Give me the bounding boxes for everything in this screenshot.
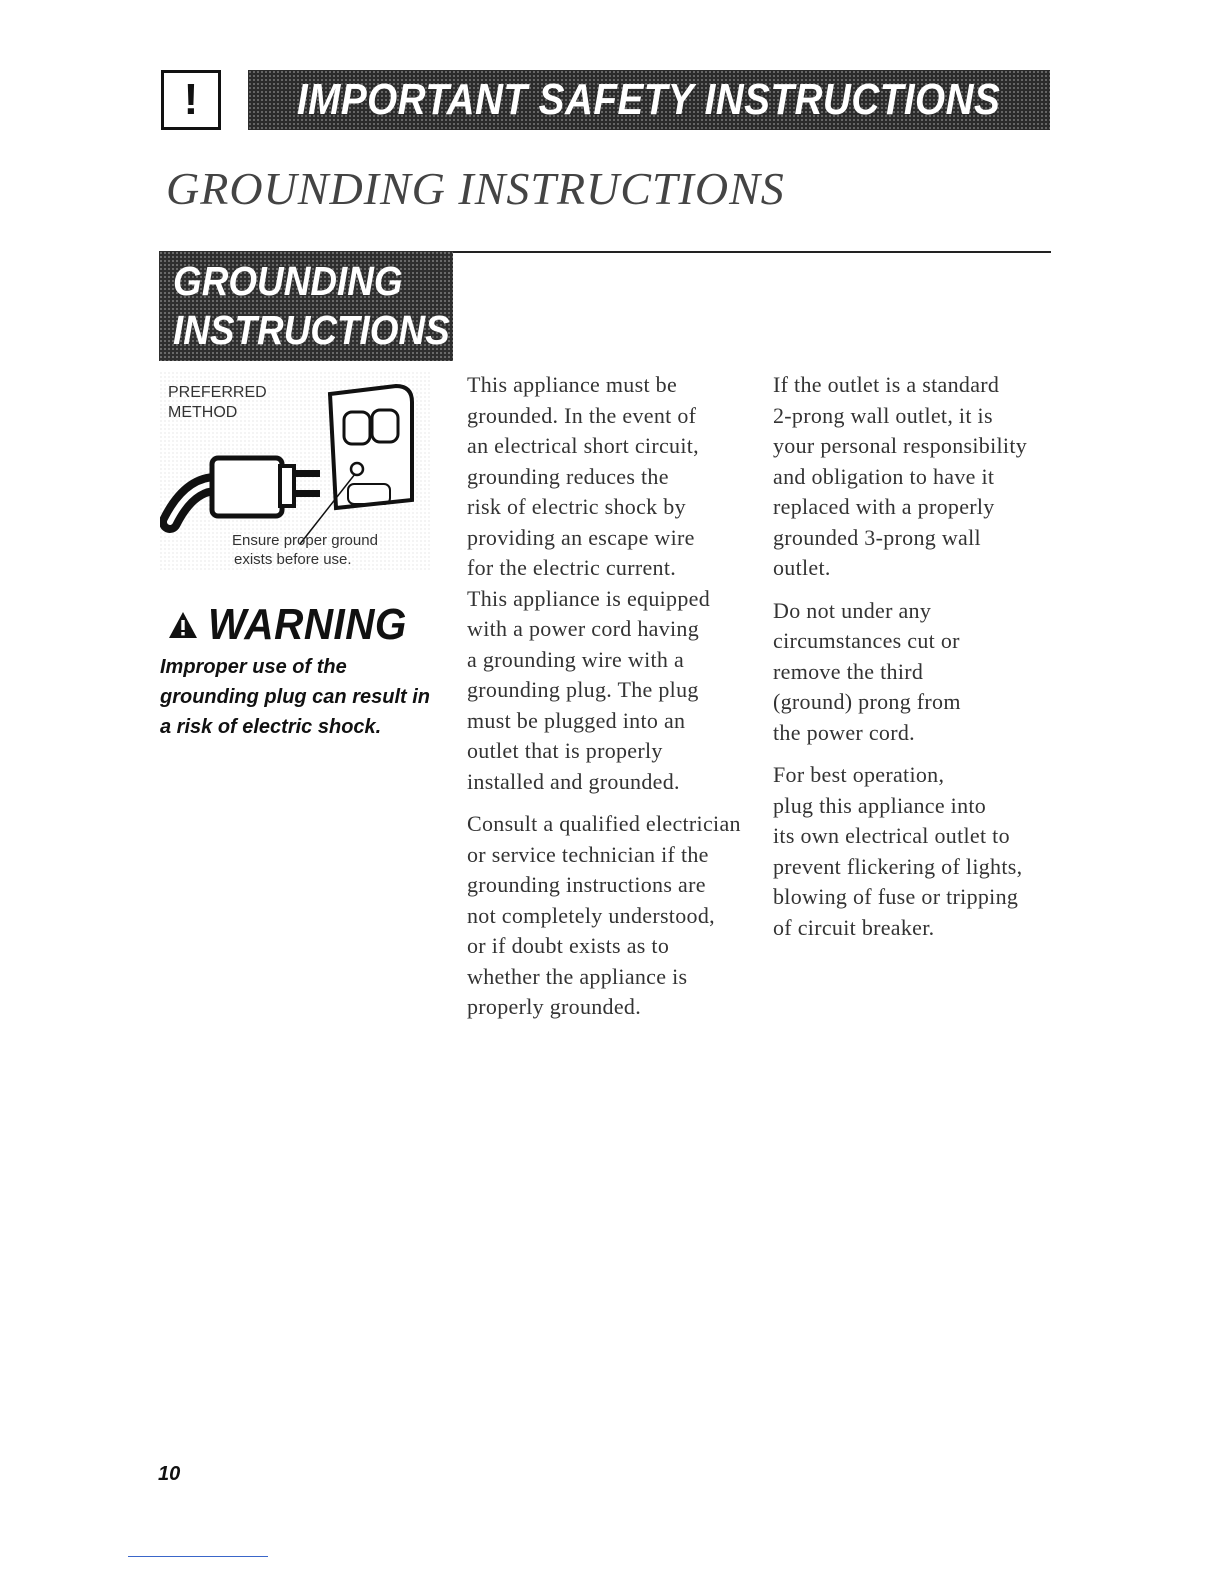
page-number: 10 (158, 1463, 181, 1485)
paragraph: For best operation, plug this appliance into its own electrical outlet to prevent flickering of lights, blowing of fuse or tripping of circuit breaker. (773, 762, 1023, 940)
paragraph: If the outlet is a standard 2-prong wall outlet, it is your personal responsibility and obligation to have it replaced with a properly grounded 3-prong wall outlet. (773, 372, 1028, 580)
page-title: GROUNDING INSTRUCTIONS (166, 163, 785, 214)
paragraph: This appliance must be grounded. In the event of an electrical short circuit, grounding reduces the risk of electric shock by providing an escape wire for the electric current. This appliance is equipped with a power cord having a grounding wire with a grounding plug. The plug must be plugged into an outlet that is properly installed and grounded. (467, 372, 711, 794)
paragraph: Do not under any circumstances cut or remove the third (ground) prong from the power cord. (773, 597, 961, 745)
illustration-label: PREFERRED METHOD (168, 384, 267, 421)
paragraph: Consult a qualified electrician or service technician if the grounding instructions are not completely understood, or if doubt exists as to whether the appliance is properly grounded. (467, 811, 741, 1019)
warning-text: Improper use of the grounding plug can result in a risk of electric shock. (160, 656, 430, 738)
warning-heading (168, 600, 424, 650)
header-banner-text: IMPORTANT SAFETY INSTRUCTIONS (297, 75, 1001, 124)
section-tag (159, 251, 453, 361)
body-column-middle (467, 370, 757, 1035)
warning-triangle-icon (168, 611, 198, 639)
body-column-right (773, 370, 1063, 955)
section-tag-line1: GROUNDING (173, 258, 403, 304)
illustration-caption: Ensure proper ground exists before use. (232, 532, 378, 568)
header-banner (248, 70, 1050, 130)
section-tag-line2: INSTRUCTIONS (173, 307, 450, 353)
section-divider (452, 251, 1051, 253)
warning-title: WARNING (208, 600, 407, 649)
footer-rule (128, 1556, 268, 1557)
alert-icon (161, 70, 221, 130)
exclamation-icon: ! (183, 75, 199, 124)
